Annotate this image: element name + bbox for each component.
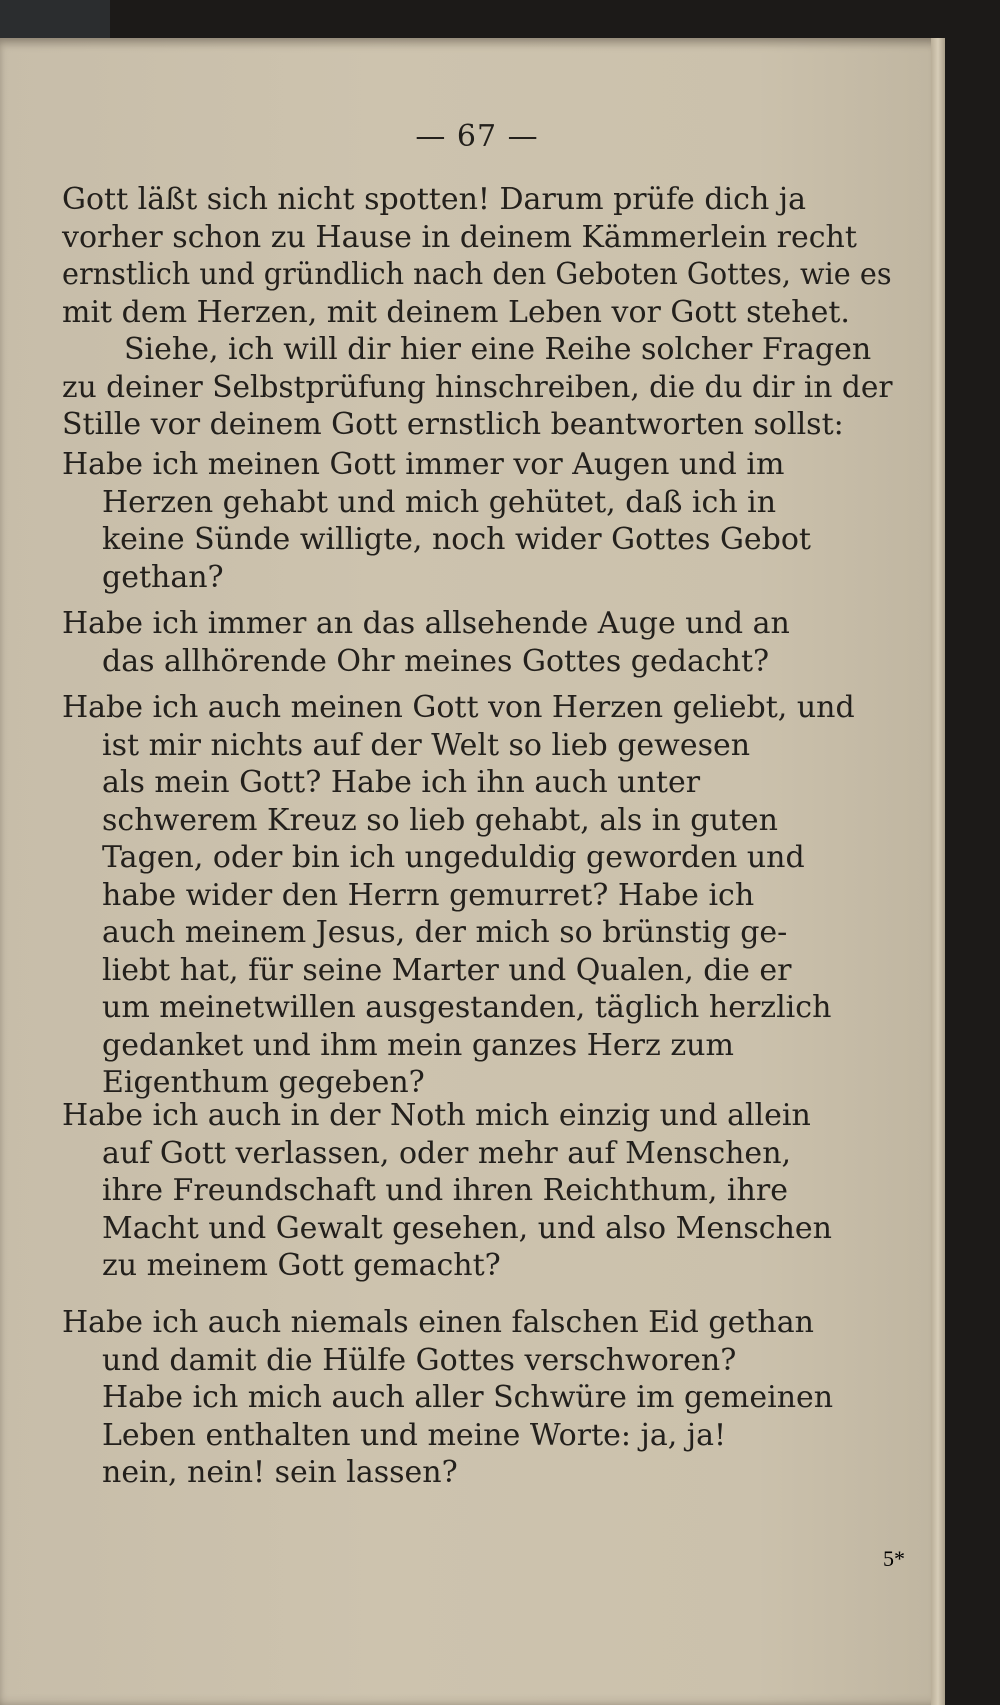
paragraph-siehe xyxy=(62,331,892,444)
text-line: Gott läßt sich nicht spotten! Darum prüfe dich ja xyxy=(62,182,806,217)
question-5 xyxy=(62,1304,892,1492)
text-line: Eigenthum gegeben? xyxy=(102,1065,425,1100)
book-page xyxy=(0,38,945,1705)
text-line: Tagen, oder bin ich ungeduldig geworden und xyxy=(102,840,805,875)
text-line: gedanket und ihm mein ganzes Herz zum xyxy=(102,1027,734,1063)
text-line: Habe ich auch meinen Gott von Herzen geliebt, und xyxy=(62,690,855,725)
text-line: liebt hat, für seine Marter und Qualen, die er xyxy=(102,952,792,988)
question-4 xyxy=(62,1097,892,1285)
text-line: Habe ich meinen Gott immer vor Augen und im xyxy=(62,447,785,482)
text-line: Siehe, ich will dir hier eine Reihe solcher Fragen xyxy=(124,332,872,367)
text-line: auf Gott verlassen, oder mehr auf Menschen, xyxy=(102,1135,792,1171)
text-line: Herzen gehabt und mich gehütet, daß ich in xyxy=(102,484,777,520)
text-line: habe wider den Herrn gemurret? Habe ich xyxy=(102,877,755,913)
text-line: ist mir nichts auf der Welt so lieb gewesen xyxy=(102,727,751,763)
text-line: Habe ich auch in der Noth mich einzig und allein xyxy=(62,1098,811,1133)
text-line: Habe ich immer an das allsehende Auge und an xyxy=(62,606,790,641)
text-line: gethan? xyxy=(102,559,224,595)
text-line: und damit die Hülfe Gottes verschworen? xyxy=(102,1342,737,1378)
text-line: keine Sünde willigte, noch wider Gottes Gebot xyxy=(102,522,811,557)
text-line: auch meinem Jesus, der mich so brünstig ge- xyxy=(102,915,788,950)
text-line: um meinetwillen ausgestanden, täglich herzlich xyxy=(102,990,832,1025)
text-line: Habe ich mich auch aller Schwüre im gemeinen xyxy=(102,1380,834,1415)
text-line: Leben enthalten und meine Worte: ja, ja! xyxy=(102,1417,727,1453)
page-number: — 67 — xyxy=(415,119,539,154)
text-line: Macht und Gewalt gesehen, und also Menschen xyxy=(102,1210,832,1246)
text-line: schwerem Kreuz so lieb gehabt, als in guten xyxy=(102,802,778,838)
paragraph-intro xyxy=(62,181,892,331)
text-line: als mein Gott? Habe ich ihn auch unter xyxy=(102,765,701,800)
text-line: ihre Freundschaft und ihren Reichthum, ihre xyxy=(102,1173,788,1208)
signature-mark: 5* xyxy=(883,1546,905,1571)
text-line: mit dem Herzen, mit deinem Leben vor Gott stehet. xyxy=(62,294,850,330)
question-1 xyxy=(62,446,892,596)
text-line: Habe ich auch niemals einen falschen Eid gethan xyxy=(62,1305,814,1340)
text-line: zu meinem Gott gemacht? xyxy=(102,1248,501,1283)
page-edge xyxy=(931,38,945,1705)
text-line: vorher schon zu Hause in deinem Kämmerlein recht xyxy=(62,219,857,255)
question-3 xyxy=(62,689,892,1102)
text-line: das allhörende Ohr meines Gottes gedacht? xyxy=(102,643,770,679)
text-line: ernstlich und gründlich nach den Geboten Gottes, wie es xyxy=(62,257,892,292)
text-line: Stille vor deinem Gott ernstlich beantworten sollst: xyxy=(62,407,844,442)
text-line: zu deiner Selbstprüfung hinschreiben, die du dir in der xyxy=(62,369,893,405)
text-line: nein, nein! sein lassen? xyxy=(102,1455,458,1490)
question-2 xyxy=(62,605,892,680)
